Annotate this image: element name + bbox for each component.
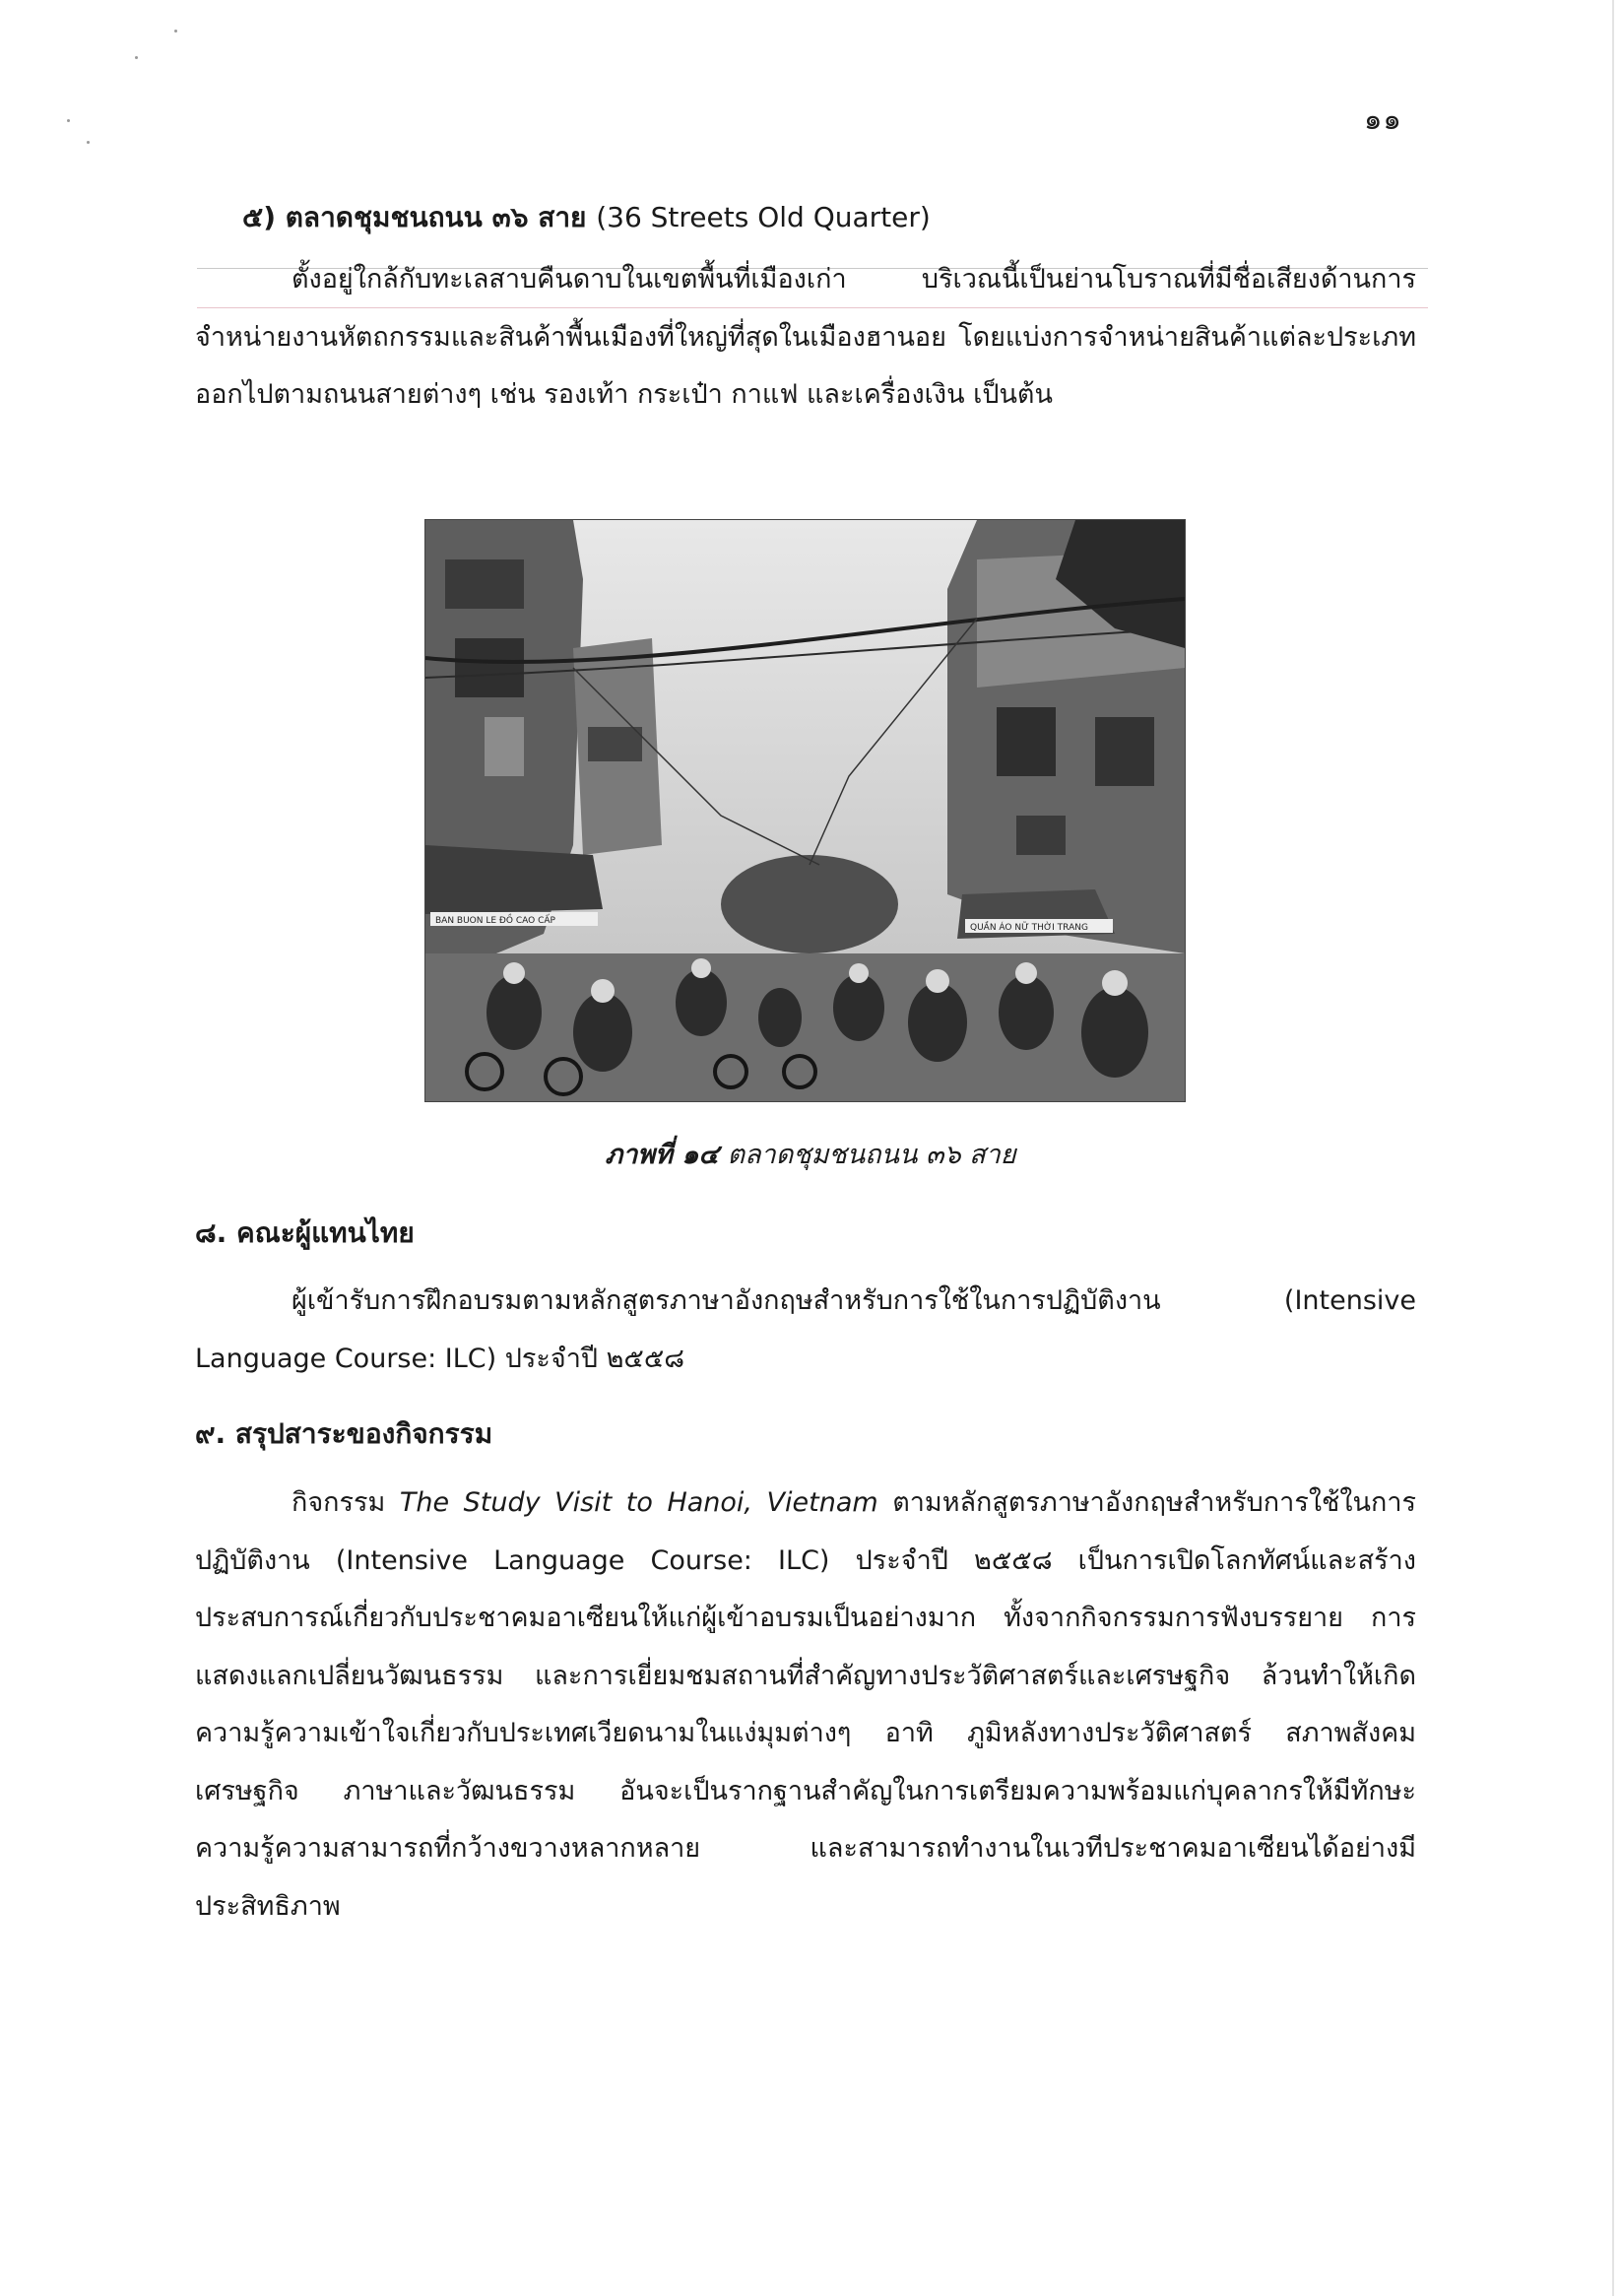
section-5-heading: [242, 196, 931, 239]
scan-speck: [174, 30, 177, 33]
paragraph-line: ตั้งอยู่ใกล้กับทะเลสาบคืนดาบในเขตพื้นที่เมืองเก่า บริเวณนี้เป็นย่านโบราณที่มีชื่อเสียงด้านการ: [292, 264, 1416, 295]
shop-sign-right: QUẦN ÁO NỮ THỜI TRANG: [970, 923, 1088, 933]
paragraph-line: ความรู้ความเข้าใจเกี่ยวกับประเทศเวียดนามในแง่มุมต่างๆ อาทิ ภูมิหลังทางประวัติศาสตร์ สภาพสังคม: [195, 1718, 1416, 1748]
paragraph-line: ผู้เข้ารับการฝึกอบรมตามหลักสูตรภาษาอังกฤษสำหรับการใช้ในการปฏิบัติงาน (Intensive: [292, 1285, 1416, 1316]
paragraph-line: ประสิทธิภาพ: [195, 1890, 341, 1922]
line-text: กิจกรรม: [292, 1487, 386, 1518]
section-8-paragraph: [195, 1273, 1416, 1388]
line-text: ตามหลักสูตรภาษาอังกฤษสำหรับการใช้ในการ: [892, 1487, 1416, 1518]
page-number: ๑๑: [1364, 102, 1402, 136]
shop-sign-left: BAN BUON LE ĐỒ CAO CẤP: [435, 916, 555, 926]
paragraph-line: จำหน่ายงานหัตถกรรมและสินค้าพื้นเมืองที่ใหญ่ที่สุดในเมืองฮานอย โดยแบ่งการจำหน่ายสินค้าแต่ละประเภท: [195, 321, 1416, 353]
section-9-paragraph: [195, 1475, 1416, 1935]
section-8-heading: ๘. คณะผู้แทนไทย: [195, 1216, 415, 1249]
paragraph-line: ความรู้ความสามารถที่กว้างขวางหลากหลาย และสามารถทำงานในเวทีประชาคมอาเซียนได้อย่างมี: [195, 1833, 1416, 1864]
figure-caption: [0, 1133, 1621, 1175]
section-5-heading-thai: ๕) ตลาดชุมชนถนน ๓๖ สาย: [242, 201, 587, 233]
scan-speck: [67, 119, 70, 122]
section-9-heading: ๙. สรุปสาระของกิจกรรม: [195, 1417, 493, 1450]
scan-speck: [87, 141, 90, 144]
paragraph-line: Language Course: ILC) ประจำปี ๒๕๕๘: [195, 1343, 685, 1374]
figure-label: ภาพที่ ๑๔: [605, 1140, 719, 1170]
paragraph-line: [195, 1475, 1416, 1533]
section-5-heading-english: (36 Streets Old Quarter): [596, 201, 931, 233]
section-5-paragraph: [195, 251, 1416, 425]
activity-title: The Study Visit to Hanoi, Vietnam: [399, 1487, 878, 1518]
figure-caption-text: ตลาดชุมชนถนน ๓๖ สาย: [727, 1140, 1016, 1170]
paragraph-line: เศรษฐกิจ ภาษาและวัฒนธรรม อันจะเป็นรากฐานสำคัญในการเตรียมความพร้อมแก่บุคลากรให้มีทักษะ: [195, 1775, 1416, 1806]
paragraph-line: ประสบการณ์เกี่ยวกับประชาคมอาเซียนให้แก่ผู้เข้าอบรมเป็นอย่างมาก ทั้งจากกิจกรรมการฟังบรรยาย การ: [195, 1603, 1416, 1633]
scan-speck: [135, 56, 138, 59]
paragraph-line: แสดงแลกเปลี่ยนวัฒนธรรม และการเยี่ยมชมสถานที่สำคัญทางประวัติศาสตร์และเศรษฐกิจ ล้วนทำให้เกิด: [195, 1660, 1416, 1691]
street-photo: [424, 519, 1186, 1102]
street-photo-drawing: [425, 520, 1185, 1101]
paragraph-line: ออกไปตามถนนสายต่างๆ เช่น รองเท้า กระเป๋า กาแฟ และเครื่องเงิน เป็นต้น: [195, 379, 1053, 410]
paragraph-line: ปฏิบัติงาน (Intensive Language Course: ILC) ประจำปี ๒๕๕๘ เป็นการเปิดโลกทัศน์และสร้าง: [195, 1544, 1416, 1576]
